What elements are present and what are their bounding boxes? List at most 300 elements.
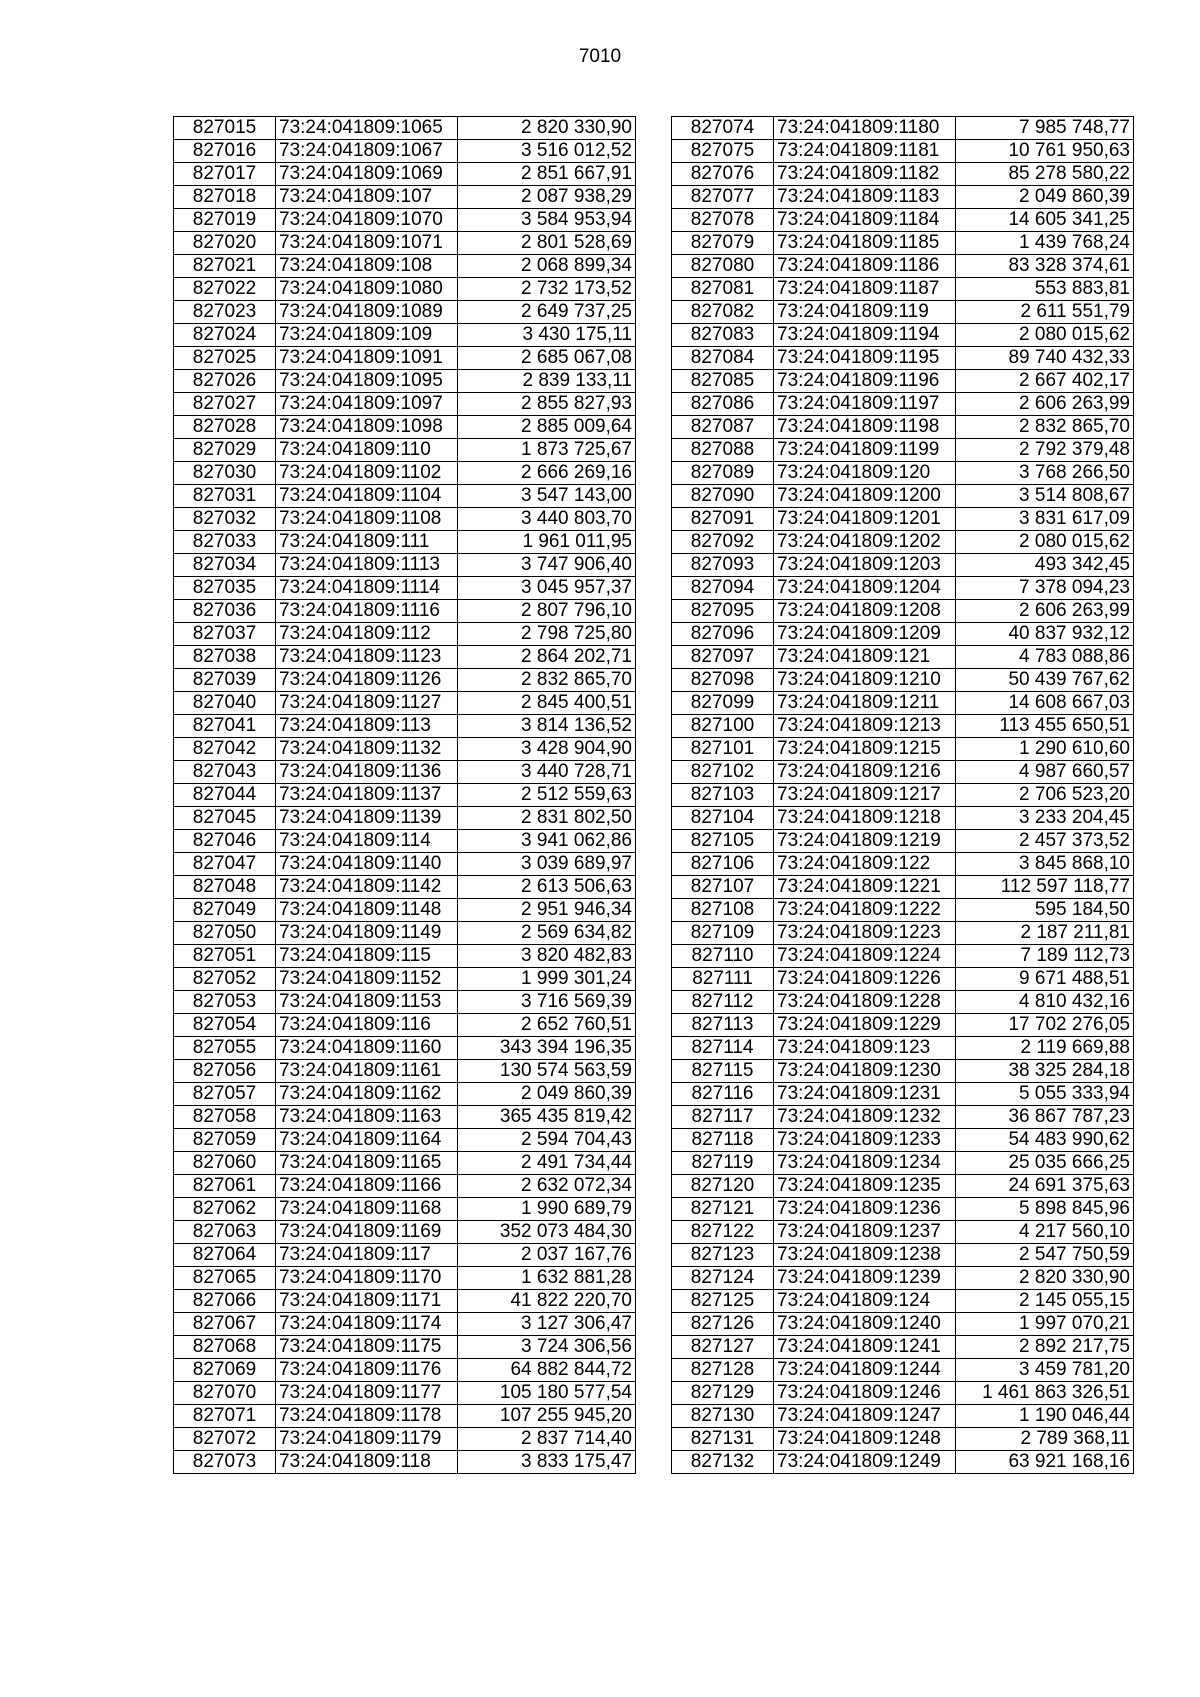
row-number-cell: 827022 — [174, 278, 276, 301]
table-row — [672, 1221, 1134, 1244]
table-row — [672, 1290, 1134, 1313]
cadastral-number-cell: 73:24:041809:109 — [276, 324, 458, 347]
row-number-cell: 827098 — [672, 669, 774, 692]
value-cell: 4 810 432,16 — [956, 991, 1134, 1014]
cadastral-number-cell: 73:24:041809:1161 — [276, 1060, 458, 1083]
cadastral-number-cell: 73:24:041809:1218 — [774, 807, 956, 830]
cadastral-number-cell: 73:24:041809:1213 — [774, 715, 956, 738]
row-number-cell: 827024 — [174, 324, 276, 347]
value-cell: 1 190 046,44 — [956, 1405, 1134, 1428]
row-number-cell: 827132 — [672, 1451, 774, 1474]
table-row — [672, 255, 1134, 278]
value-cell: 2 512 559,63 — [458, 784, 636, 807]
cadastral-number-cell: 73:24:041809:124 — [774, 1290, 956, 1313]
row-number-cell: 827073 — [174, 1451, 276, 1474]
cadastral-number-cell: 73:24:041809:1166 — [276, 1175, 458, 1198]
table-row — [174, 1198, 636, 1221]
table-row — [174, 1129, 636, 1152]
value-cell: 2 801 528,69 — [458, 232, 636, 255]
row-number-cell: 827044 — [174, 784, 276, 807]
table-row — [672, 324, 1134, 347]
table-row — [174, 140, 636, 163]
row-number-cell: 827100 — [672, 715, 774, 738]
row-number-cell: 827037 — [174, 623, 276, 646]
row-number-cell: 827122 — [672, 1221, 774, 1244]
value-cell: 3 820 482,83 — [458, 945, 636, 968]
table-row — [174, 531, 636, 554]
cadastral-number-cell: 73:24:041809:121 — [774, 646, 956, 669]
value-cell: 3 459 781,20 — [956, 1359, 1134, 1382]
cadastral-number-cell: 73:24:041809:1194 — [774, 324, 956, 347]
row-number-cell: 827048 — [174, 876, 276, 899]
row-number-cell: 827128 — [672, 1359, 774, 1382]
value-cell: 2 789 368,11 — [956, 1428, 1134, 1451]
table-row — [174, 1014, 636, 1037]
table-row — [672, 209, 1134, 232]
row-number-cell: 827117 — [672, 1106, 774, 1129]
cadastral-number-cell: 73:24:041809:1198 — [774, 416, 956, 439]
table-row — [174, 485, 636, 508]
value-cell: 352 073 484,30 — [458, 1221, 636, 1244]
cadastral-number-cell: 73:24:041809:1153 — [276, 991, 458, 1014]
table-row — [672, 117, 1134, 140]
cadastral-number-cell: 73:24:041809:1187 — [774, 278, 956, 301]
value-cell: 2 845 400,51 — [458, 692, 636, 715]
cadastral-number-cell: 73:24:041809:1246 — [774, 1382, 956, 1405]
cadastral-number-cell: 73:24:041809:1179 — [276, 1428, 458, 1451]
cadastral-number-cell: 73:24:041809:113 — [276, 715, 458, 738]
row-number-cell: 827092 — [672, 531, 774, 554]
cadastral-number-cell: 73:24:041809:1065 — [276, 117, 458, 140]
row-number-cell: 827054 — [174, 1014, 276, 1037]
row-number-cell: 827042 — [174, 738, 276, 761]
table-row — [174, 1221, 636, 1244]
row-number-cell: 827056 — [174, 1060, 276, 1083]
value-cell: 2 798 725,80 — [458, 623, 636, 646]
cadastral-number-cell: 73:24:041809:1231 — [774, 1083, 956, 1106]
value-cell: 2 706 523,20 — [956, 784, 1134, 807]
cadastral-number-cell: 73:24:041809:1132 — [276, 738, 458, 761]
table-row — [672, 1336, 1134, 1359]
table-row — [672, 945, 1134, 968]
row-number-cell: 827031 — [174, 485, 276, 508]
cadastral-number-cell: 73:24:041809:1196 — [774, 370, 956, 393]
table-row — [672, 991, 1134, 1014]
value-cell: 5 898 845,96 — [956, 1198, 1134, 1221]
table-row — [672, 669, 1134, 692]
value-cell: 3 440 728,71 — [458, 761, 636, 784]
value-cell: 2 569 634,82 — [458, 922, 636, 945]
row-number-cell: 827123 — [672, 1244, 774, 1267]
value-cell: 3 716 569,39 — [458, 991, 636, 1014]
row-number-cell: 827055 — [174, 1037, 276, 1060]
row-number-cell: 827109 — [672, 922, 774, 945]
table-row — [672, 922, 1134, 945]
row-number-cell: 827032 — [174, 508, 276, 531]
cadastral-number-cell: 73:24:041809:1226 — [774, 968, 956, 991]
table-row — [672, 462, 1134, 485]
row-number-cell: 827129 — [672, 1382, 774, 1405]
value-cell: 1 873 725,67 — [458, 439, 636, 462]
table-row — [174, 1428, 636, 1451]
table-row — [672, 738, 1134, 761]
table-row — [672, 1267, 1134, 1290]
row-number-cell: 827110 — [672, 945, 774, 968]
value-cell: 2 951 946,34 — [458, 899, 636, 922]
row-number-cell: 827027 — [174, 393, 276, 416]
row-number-cell: 827130 — [672, 1405, 774, 1428]
value-cell: 4 217 560,10 — [956, 1221, 1134, 1244]
table-row — [174, 876, 636, 899]
table-row — [672, 784, 1134, 807]
cadastral-number-cell: 73:24:041809:1163 — [276, 1106, 458, 1129]
cadastral-number-cell: 73:24:041809:1216 — [774, 761, 956, 784]
table-row — [174, 1451, 636, 1474]
cadastral-number-cell: 73:24:041809:1108 — [276, 508, 458, 531]
cadastral-number-cell: 73:24:041809:1183 — [774, 186, 956, 209]
value-cell: 83 328 374,61 — [956, 255, 1134, 278]
row-number-cell: 827064 — [174, 1244, 276, 1267]
cadastral-number-cell: 73:24:041809:1248 — [774, 1428, 956, 1451]
row-number-cell: 827026 — [174, 370, 276, 393]
cadastral-number-cell: 73:24:041809:1165 — [276, 1152, 458, 1175]
cadastral-number-cell: 73:24:041809:1089 — [276, 301, 458, 324]
cadastral-number-cell: 73:24:041809:1180 — [774, 117, 956, 140]
cadastral-number-cell: 73:24:041809:1170 — [276, 1267, 458, 1290]
value-cell: 3 747 906,40 — [458, 554, 636, 577]
value-cell: 2 832 865,70 — [956, 416, 1134, 439]
cadastral-number-cell: 73:24:041809:1184 — [774, 209, 956, 232]
row-number-cell: 827080 — [672, 255, 774, 278]
cadastral-number-cell: 73:24:041809:1069 — [276, 163, 458, 186]
cadastral-number-cell: 73:24:041809:1071 — [276, 232, 458, 255]
cadastral-number-cell: 73:24:041809:1102 — [276, 462, 458, 485]
table-row — [174, 439, 636, 462]
value-cell: 2 649 737,25 — [458, 301, 636, 324]
row-number-cell: 827061 — [174, 1175, 276, 1198]
cadastral-number-cell: 73:24:041809:1249 — [774, 1451, 956, 1474]
row-number-cell: 827076 — [672, 163, 774, 186]
row-number-cell: 827101 — [672, 738, 774, 761]
value-cell: 3 814 136,52 — [458, 715, 636, 738]
row-number-cell: 827058 — [174, 1106, 276, 1129]
row-number-cell: 827065 — [174, 1267, 276, 1290]
table-row — [672, 370, 1134, 393]
table-row — [174, 554, 636, 577]
row-number-cell: 827093 — [672, 554, 774, 577]
table-row — [174, 623, 636, 646]
value-cell: 2 068 899,34 — [458, 255, 636, 278]
row-number-cell: 827108 — [672, 899, 774, 922]
cadastral-number-cell: 73:24:041809:1199 — [774, 439, 956, 462]
row-number-cell: 827086 — [672, 393, 774, 416]
row-number-cell: 827070 — [174, 1382, 276, 1405]
value-cell: 64 882 844,72 — [458, 1359, 636, 1382]
row-number-cell: 827096 — [672, 623, 774, 646]
table-row — [672, 1405, 1134, 1428]
cadastral-number-cell: 73:24:041809:1237 — [774, 1221, 956, 1244]
cadastral-number-cell: 73:24:041809:1127 — [276, 692, 458, 715]
cadastral-number-cell: 73:24:041809:1222 — [774, 899, 956, 922]
value-cell: 2 187 211,81 — [956, 922, 1134, 945]
value-cell: 4 783 088,86 — [956, 646, 1134, 669]
cadastral-number-cell: 73:24:041809:1197 — [774, 393, 956, 416]
table-row — [174, 991, 636, 1014]
value-cell: 2 792 379,48 — [956, 439, 1134, 462]
cadastral-number-cell: 73:24:041809:1148 — [276, 899, 458, 922]
value-cell: 3 941 062,86 — [458, 830, 636, 853]
value-cell: 2 832 865,70 — [458, 669, 636, 692]
table-row — [174, 1359, 636, 1382]
table-row — [672, 876, 1134, 899]
table-row — [174, 669, 636, 692]
row-number-cell: 827063 — [174, 1221, 276, 1244]
table-row — [672, 830, 1134, 853]
cadastral-number-cell: 73:24:041809:1185 — [774, 232, 956, 255]
value-cell: 2 831 802,50 — [458, 807, 636, 830]
value-cell: 63 921 168,16 — [956, 1451, 1134, 1474]
table-row — [672, 1382, 1134, 1405]
row-number-cell: 827066 — [174, 1290, 276, 1313]
row-number-cell: 827127 — [672, 1336, 774, 1359]
table-row — [174, 577, 636, 600]
table-row — [672, 853, 1134, 876]
row-number-cell: 827019 — [174, 209, 276, 232]
row-number-cell: 827060 — [174, 1152, 276, 1175]
table-row — [174, 1106, 636, 1129]
table-row — [174, 646, 636, 669]
row-number-cell: 827036 — [174, 600, 276, 623]
cadastral-number-cell: 73:24:041809:118 — [276, 1451, 458, 1474]
row-number-cell: 827068 — [174, 1336, 276, 1359]
row-number-cell: 827120 — [672, 1175, 774, 1198]
cadastral-number-cell: 73:24:041809:1233 — [774, 1129, 956, 1152]
value-cell: 2 820 330,90 — [956, 1267, 1134, 1290]
table-row — [174, 784, 636, 807]
value-cell: 10 761 950,63 — [956, 140, 1134, 163]
value-cell: 2 839 133,11 — [458, 370, 636, 393]
value-cell: 493 342,45 — [956, 554, 1134, 577]
value-cell: 25 035 666,25 — [956, 1152, 1134, 1175]
row-number-cell: 827046 — [174, 830, 276, 853]
cadastral-number-cell: 73:24:041809:1177 — [276, 1382, 458, 1405]
row-number-cell: 827131 — [672, 1428, 774, 1451]
cadastral-number-cell: 73:24:041809:1200 — [774, 485, 956, 508]
row-number-cell: 827082 — [672, 301, 774, 324]
value-cell: 343 394 196,35 — [458, 1037, 636, 1060]
table-row — [672, 1244, 1134, 1267]
row-number-cell: 827075 — [672, 140, 774, 163]
row-number-cell: 827049 — [174, 899, 276, 922]
table-row — [672, 1060, 1134, 1083]
table-row — [672, 577, 1134, 600]
cadastral-number-cell: 73:24:041809:1136 — [276, 761, 458, 784]
row-number-cell: 827126 — [672, 1313, 774, 1336]
row-number-cell: 827071 — [174, 1405, 276, 1428]
table-row — [672, 347, 1134, 370]
value-cell: 365 435 819,42 — [458, 1106, 636, 1129]
row-number-cell: 827041 — [174, 715, 276, 738]
cadastral-number-cell: 73:24:041809:117 — [276, 1244, 458, 1267]
table-row — [174, 1290, 636, 1313]
row-number-cell: 827104 — [672, 807, 774, 830]
cadastral-number-cell: 73:24:041809:1221 — [774, 876, 956, 899]
table-row — [174, 761, 636, 784]
value-cell: 2 119 669,88 — [956, 1037, 1134, 1060]
table-row — [672, 439, 1134, 462]
row-number-cell: 827030 — [174, 462, 276, 485]
table-row — [672, 1428, 1134, 1451]
value-cell: 7 189 112,73 — [956, 945, 1134, 968]
value-cell: 2 145 055,15 — [956, 1290, 1134, 1313]
cadastral-number-cell: 73:24:041809:1181 — [774, 140, 956, 163]
cadastral-number-cell: 73:24:041809:111 — [276, 531, 458, 554]
cadastral-number-cell: 73:24:041809:1234 — [774, 1152, 956, 1175]
table-row — [174, 715, 636, 738]
value-cell: 2 820 330,90 — [458, 117, 636, 140]
row-number-cell: 827084 — [672, 347, 774, 370]
row-number-cell: 827069 — [174, 1359, 276, 1382]
cadastral-number-cell: 73:24:041809:112 — [276, 623, 458, 646]
table-row — [672, 692, 1134, 715]
table-row — [174, 1244, 636, 1267]
cadastral-number-cell: 73:24:041809:1126 — [276, 669, 458, 692]
cadastral-number-cell: 73:24:041809:1219 — [774, 830, 956, 853]
table-row — [672, 761, 1134, 784]
table-row — [672, 393, 1134, 416]
row-number-cell: 827040 — [174, 692, 276, 715]
row-number-cell: 827113 — [672, 1014, 774, 1037]
row-number-cell: 827028 — [174, 416, 276, 439]
cadastral-number-cell: 73:24:041809:1202 — [774, 531, 956, 554]
value-cell: 105 180 577,54 — [458, 1382, 636, 1405]
table-row — [672, 1106, 1134, 1129]
value-cell: 3 768 266,50 — [956, 462, 1134, 485]
value-cell: 2 667 402,17 — [956, 370, 1134, 393]
table-row — [174, 186, 636, 209]
value-cell: 2 087 938,29 — [458, 186, 636, 209]
row-number-cell: 827116 — [672, 1083, 774, 1106]
row-number-cell: 827115 — [672, 1060, 774, 1083]
cadastral-number-cell: 73:24:041809:1182 — [774, 163, 956, 186]
row-number-cell: 827062 — [174, 1198, 276, 1221]
cadastral-number-cell: 73:24:041809:1239 — [774, 1267, 956, 1290]
value-cell: 3 845 868,10 — [956, 853, 1134, 876]
cadastral-number-cell: 73:24:041809:1186 — [774, 255, 956, 278]
value-cell: 2 837 714,40 — [458, 1428, 636, 1451]
table-row — [174, 255, 636, 278]
row-number-cell: 827023 — [174, 301, 276, 324]
value-cell: 1 290 610,60 — [956, 738, 1134, 761]
row-number-cell: 827059 — [174, 1129, 276, 1152]
value-cell: 54 483 990,62 — [956, 1129, 1134, 1152]
value-cell: 5 055 333,94 — [956, 1083, 1134, 1106]
table-row — [672, 508, 1134, 531]
cadastral-number-cell: 73:24:041809:1168 — [276, 1198, 458, 1221]
table-row — [672, 416, 1134, 439]
table-row — [672, 554, 1134, 577]
table-row — [174, 278, 636, 301]
cadastral-number-cell: 73:24:041809:1238 — [774, 1244, 956, 1267]
value-cell: 40 837 932,12 — [956, 623, 1134, 646]
value-cell: 4 987 660,57 — [956, 761, 1134, 784]
cadastral-number-cell: 73:24:041809:1240 — [774, 1313, 956, 1336]
value-cell: 2 892 217,75 — [956, 1336, 1134, 1359]
value-cell: 38 325 284,18 — [956, 1060, 1134, 1083]
cadastral-number-cell: 73:24:041809:1232 — [774, 1106, 956, 1129]
value-cell: 112 597 118,77 — [956, 876, 1134, 899]
value-cell: 1 632 881,28 — [458, 1267, 636, 1290]
table-row — [174, 1083, 636, 1106]
cadastral-number-cell: 73:24:041809:120 — [774, 462, 956, 485]
value-cell: 9 671 488,51 — [956, 968, 1134, 991]
value-cell: 3 584 953,94 — [458, 209, 636, 232]
table-row — [672, 1014, 1134, 1037]
row-number-cell: 827114 — [672, 1037, 774, 1060]
value-cell: 14 605 341,25 — [956, 209, 1134, 232]
value-cell: 2 547 750,59 — [956, 1244, 1134, 1267]
row-number-cell: 827124 — [672, 1267, 774, 1290]
value-cell: 3 831 617,09 — [956, 508, 1134, 531]
value-cell: 2 613 506,63 — [458, 876, 636, 899]
table-row — [672, 531, 1134, 554]
cadastral-number-cell: 73:24:041809:116 — [276, 1014, 458, 1037]
value-cell: 3 233 204,45 — [956, 807, 1134, 830]
value-cell: 2 807 796,10 — [458, 600, 636, 623]
row-number-cell: 827081 — [672, 278, 774, 301]
row-number-cell: 827119 — [672, 1152, 774, 1175]
table-row — [174, 416, 636, 439]
value-cell: 41 822 220,70 — [458, 1290, 636, 1313]
row-number-cell: 827034 — [174, 554, 276, 577]
row-number-cell: 827087 — [672, 416, 774, 439]
cadastral-number-cell: 73:24:041809:1241 — [774, 1336, 956, 1359]
value-cell: 89 740 432,33 — [956, 347, 1134, 370]
value-cell: 113 455 650,51 — [956, 715, 1134, 738]
table-row — [672, 1451, 1134, 1474]
table-row — [672, 301, 1134, 324]
row-number-cell: 827106 — [672, 853, 774, 876]
cadastral-number-cell: 73:24:041809:1230 — [774, 1060, 956, 1083]
table-row — [672, 1359, 1134, 1382]
value-cell: 7 378 094,23 — [956, 577, 1134, 600]
row-number-cell: 827094 — [672, 577, 774, 600]
value-cell: 3 127 306,47 — [458, 1313, 636, 1336]
row-number-cell: 827085 — [672, 370, 774, 393]
cadastral-number-cell: 73:24:041809:1067 — [276, 140, 458, 163]
table-row — [174, 1313, 636, 1336]
table-row — [672, 278, 1134, 301]
row-number-cell: 827088 — [672, 439, 774, 462]
cadastral-number-cell: 73:24:041809:1123 — [276, 646, 458, 669]
row-number-cell: 827038 — [174, 646, 276, 669]
cadastral-number-cell: 73:24:041809:1210 — [774, 669, 956, 692]
cadastral-number-cell: 73:24:041809:1114 — [276, 577, 458, 600]
table-row — [672, 186, 1134, 209]
cadastral-number-cell: 73:24:041809:1235 — [774, 1175, 956, 1198]
cadastral-number-cell: 73:24:041809:1080 — [276, 278, 458, 301]
table-row — [672, 1129, 1134, 1152]
cadastral-number-cell: 73:24:041809:110 — [276, 439, 458, 462]
row-number-cell: 827016 — [174, 140, 276, 163]
row-number-cell: 827125 — [672, 1290, 774, 1313]
value-cell: 2 885 009,64 — [458, 416, 636, 439]
value-cell: 50 439 767,62 — [956, 669, 1134, 692]
cadastral-number-cell: 73:24:041809:1116 — [276, 600, 458, 623]
value-cell: 24 691 375,63 — [956, 1175, 1134, 1198]
table-row — [672, 600, 1134, 623]
table-row — [672, 899, 1134, 922]
